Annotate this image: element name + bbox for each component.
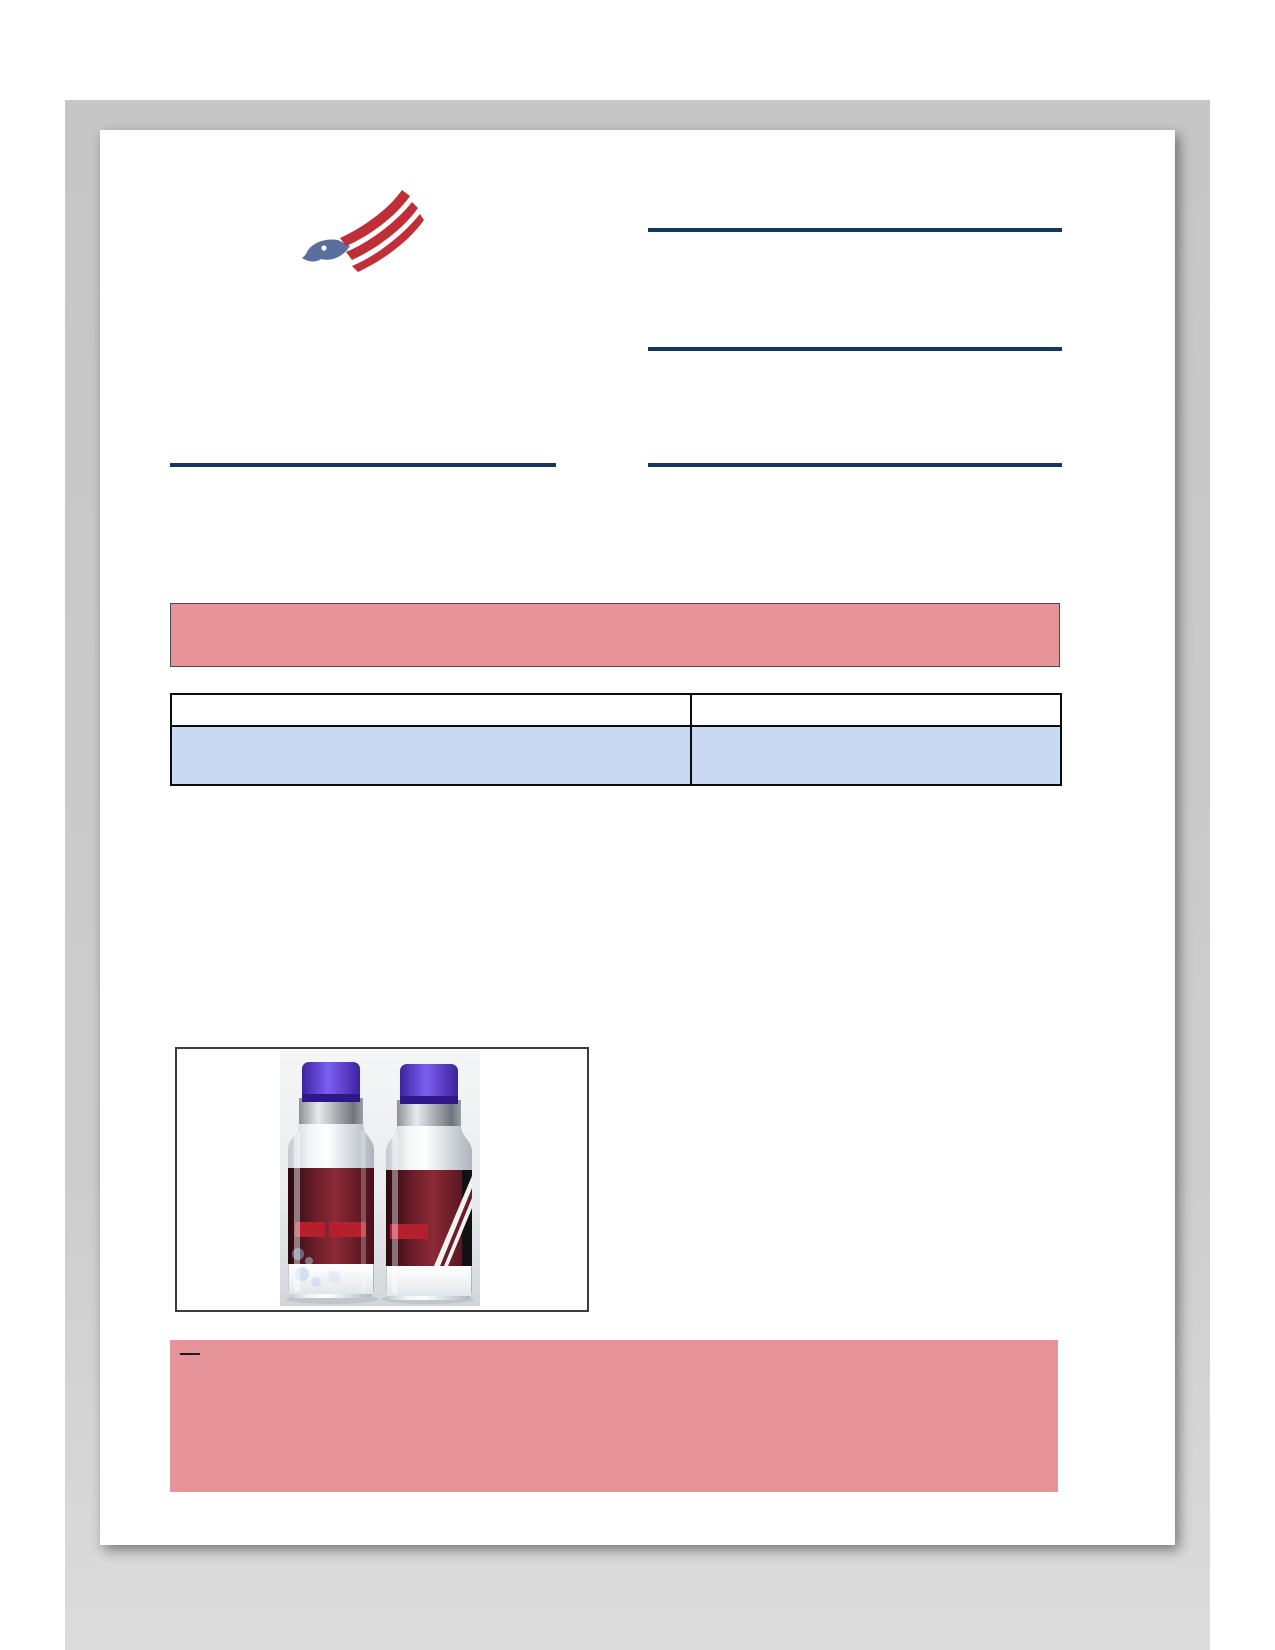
hplc-chromatogram (145, 790, 1095, 1025)
freedom-eagle-logo-icon (288, 188, 428, 288)
analysis-method-banner (170, 603, 1060, 667)
vial-photo (280, 1051, 480, 1306)
mass-identification-value (172, 727, 692, 784)
mass-spectrum (630, 1030, 1100, 1330)
table-row (172, 727, 1060, 784)
vial-right (386, 1064, 472, 1300)
certificate-sheet (100, 130, 1175, 1545)
product-vial-photo-box (175, 1047, 589, 1312)
product-table (170, 463, 556, 467)
column-header-result (692, 695, 1060, 725)
accession-table (648, 228, 1062, 232)
signature-block (170, 1340, 1058, 1492)
vials-illustration (280, 1051, 480, 1306)
mass-identification-table (170, 693, 1062, 786)
vial-left (288, 1062, 374, 1298)
dates-table (648, 347, 1062, 351)
table-header-row (172, 695, 1060, 727)
column-header-mass-identification (172, 695, 692, 725)
result-value (692, 727, 1060, 784)
mass-spectrum-panel (630, 1030, 1100, 1330)
lot-table (648, 463, 1062, 467)
signature-script (180, 1351, 200, 1355)
hplc-chromatogram-panel (145, 790, 1095, 1025)
